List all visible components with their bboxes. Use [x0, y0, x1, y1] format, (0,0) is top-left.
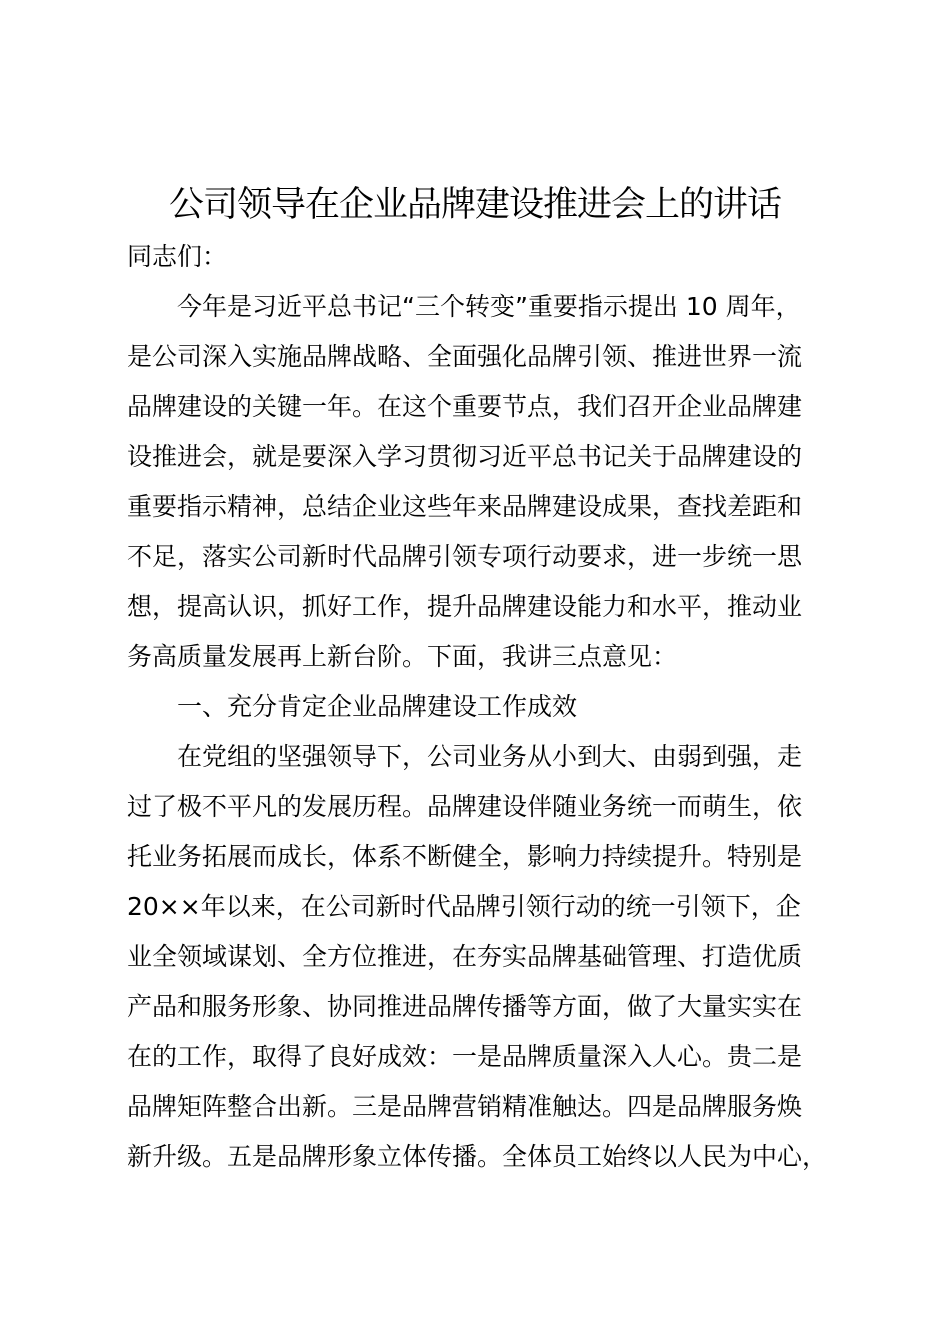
body-line: 托业务拓展而成长，体系不断健全，影响力持续提升。特别是 — [127, 842, 803, 871]
section-heading: 一、充分肯定企业品牌建设工作成效 — [127, 692, 578, 721]
body-line: 是公司深入实施品牌战略、全面强化品牌引领、推进世界一流 — [127, 342, 803, 371]
body-line: 20××年以来，在公司新时代品牌引领行动的统一引领下，企 — [127, 892, 801, 921]
body-line: 产品和服务形象、协同推进品牌传播等方面，做了大量实实在 — [127, 992, 803, 1021]
document-title: 公司领导在企业品牌建设推进会上的讲话 — [168, 185, 781, 225]
body-line: 在的工作，取得了良好成效：一是品牌质量深入人心。贵二是 — [127, 1042, 803, 1071]
body-text — [127, 282, 852, 1182]
body-line: 今年是习近平总书记“三个转变”重要指示提出 10 周年， — [127, 292, 801, 321]
body-line: 品牌建设的关键一年。在这个重要节点，我们召开企业品牌建 — [127, 392, 803, 421]
body-line: 想，提高认识，抓好工作，提升品牌建设能力和水平，推动业 — [127, 592, 803, 621]
body-line: 不足，落实公司新时代品牌引领专项行动要求，进一步统一思 — [127, 542, 803, 571]
body-line: 重要指示精神，总结企业这些年来品牌建设成果，查找差距和 — [127, 492, 803, 521]
body-line: 过了极不平凡的发展历程。品牌建设伴随业务统一而萌生，依 — [127, 792, 803, 821]
body-line: 务高质量发展再上新台阶。下面，我讲三点意见： — [127, 642, 678, 671]
body-line: 品牌矩阵整合出新。三是品牌营销精准触达。四是品牌服务焕 — [127, 1092, 803, 1121]
body-line: 新升级。五是品牌形象立体传播。全体员工始终以人民为中心， — [127, 1142, 828, 1171]
salutation: 同志们： — [127, 242, 228, 271]
body-line: 业全领域谋划、全方位推进，在夯实品牌基础管理、打造优质 — [127, 942, 803, 971]
body-line: 设推进会，就是要深入学习贯彻习近平总书记关于品牌建设的 — [127, 442, 803, 471]
body-line: 在党组的坚强领导下，公司业务从小到大、由弱到强，走 — [127, 742, 803, 771]
